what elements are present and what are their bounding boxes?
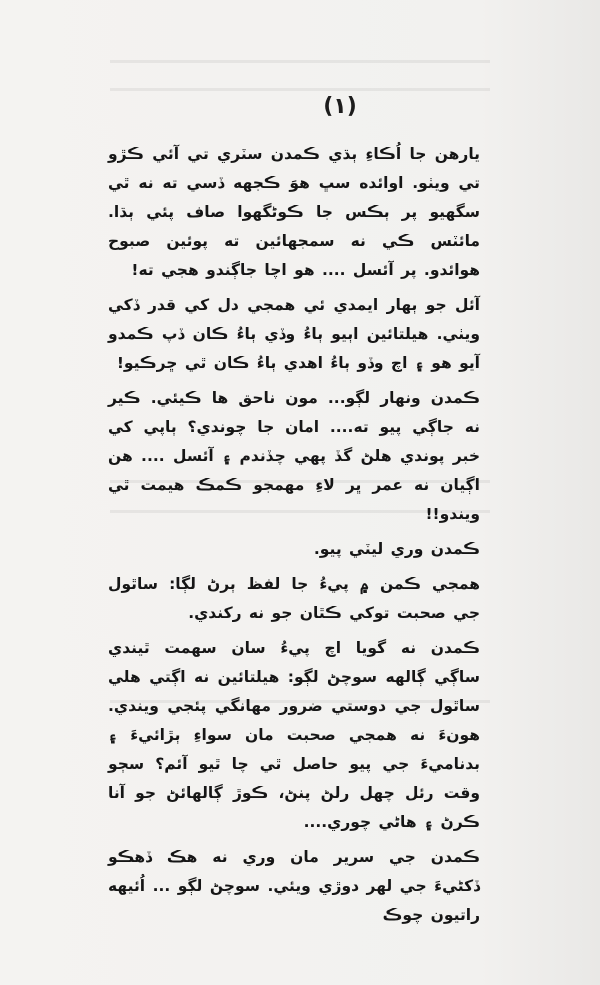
paragraph-4: ڪمدن وري ليٽي پيو. [313,540,480,558]
body-text [108,140,480,936]
paragraph-7: ڪمدن جي سرير مان وري نه هڪ ڏهڪو ڏکڻيءَ جي لهر دوڙي ويئي. سوچڻ لڳو ... اُئيهه راتيون چوڪ [108,848,480,924]
page-number: (١) [323,94,357,119]
paragraph-6: ڪمدن نه گويا اچ پيءُ سان سهمت ٿيندي ساڳي ڳالهه سوچڻ لڳو: هيلتائين نه اڳتي هلي ساٿول جي دوستي ضرور مهانگي پئجي ويندي. هونءَ نه همجي صحبت مان سواءِ ٻڙائيءَ ۽ بدناميءَ جي پيو حاصل ٿي چا ٿيو آئم؟ سڄو وقت رئل چهل رلڻ پنڻ، ڪوڙ ڳالهائڻ جو آنا ڪرڻ ۽ هاڻي چوري.... [108,639,480,831]
paragraph-1: يارهن جا اُڪاءِ ٻڌي ڪمدن سٽري تي آئي ڪڙو تي ويٺو. اوائده سڀ هوَ ڪجهه ڏسي ته نه ٿي سگهيو پر ٻڪس جا ڪوڻگهوا صاف پئي ٻڌا. مائٽس ڪي نه سمجهائين ته پوئين صبوح هوائدو. پر آئسل .... هو اچا جاڳندو هجي ته! [108,145,480,279]
paragraph-2: آئل جو ٻهار ايمدي ئي همجي دل کي قدر ڏکي ويٺي. هيلتائين اٻيو ٻاءُ وڏي ٻاءُ ڪان ڏپ ڪمدو آيو هو ۽ اچ وڏو ٻاءُ اهدي ٻاءُ ڪان ٿي ڇرڪيو! [108,296,480,372]
paragraph-3: ڪمدن ونهار لڳو... مون ناحق ها ڪيئي. ڪير نه جاڳي پيو ته.... امان جا چوندي؟ ٻاپي کي خبر پوندي هلڻ گڏ پهي چڏندم ۽ آئسل .... هن اڳيان نه عمر ڀر لاءِ مهمجو ڪمڪ هيمت ٿي ويندو!! [108,389,480,523]
paragraph-5: همجي ڪمن ۾ پيءُ جا لفظ ٻرڻ لڳا: ساٿول جي صحبت توکي ڪٿان جو نه رکندي. [108,575,480,622]
